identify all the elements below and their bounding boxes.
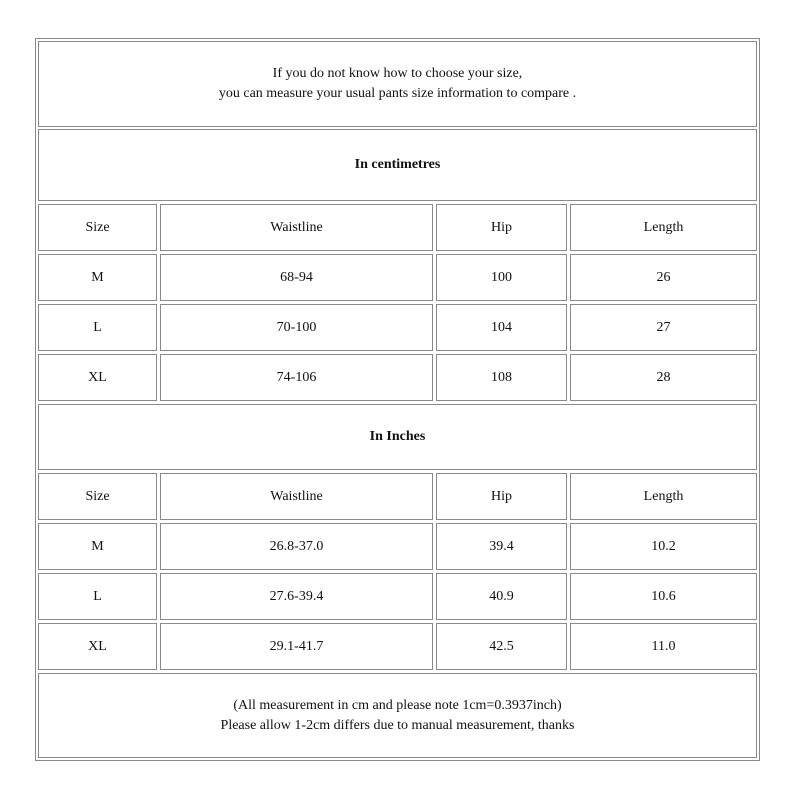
- inch-row-xl-size: XL: [38, 623, 157, 670]
- inch-row-l-length: 10.6: [570, 573, 757, 620]
- inch-row-m-hip: 39.4: [436, 523, 567, 570]
- intro-note: [38, 41, 757, 127]
- inch-row-l-waistline: 27.6-39.4: [160, 573, 433, 620]
- cm-row-l-length: 27: [570, 304, 757, 351]
- intro-line-2: you can measure your usual pants size information to compare .: [218, 86, 577, 101]
- inch-header-hip: Hip: [436, 473, 567, 520]
- inch-header-size: Size: [38, 473, 157, 520]
- cm-row-m-size: M: [38, 254, 157, 301]
- inch-row-m-waistline: 26.8-37.0: [160, 523, 433, 570]
- cm-row-xl-length: 28: [570, 354, 757, 401]
- inch-row-l-hip: 40.9: [436, 573, 567, 620]
- cm-header-size: Size: [38, 204, 157, 251]
- cm-row-m-waistline: 68-94: [160, 254, 433, 301]
- cm-row-m-hip: 100: [436, 254, 567, 301]
- inch-row-xl-hip: 42.5: [436, 623, 567, 670]
- intro-line-1: If you do not know how to choose your size,: [272, 66, 523, 81]
- cm-row-l-hip: 104: [436, 304, 567, 351]
- cm-row-xl-waistline: 74-106: [160, 354, 433, 401]
- cm-section-title: In centimetres: [38, 129, 757, 201]
- cm-header-length: Length: [570, 204, 757, 251]
- cm-row-xl-size: XL: [38, 354, 157, 401]
- cm-row-m-length: 26: [570, 254, 757, 301]
- inch-section-title: In Inches: [38, 404, 757, 470]
- inch-row-m-length: 10.2: [570, 523, 757, 570]
- footer-note: [38, 673, 757, 758]
- cm-header-hip: Hip: [436, 204, 567, 251]
- footer-line-2: Please allow 1-2cm differs due to manual measurement, thanks: [220, 717, 575, 733]
- inch-row-xl-length: 11.0: [570, 623, 757, 670]
- inch-row-l-size: L: [38, 573, 157, 620]
- cm-header-waistline: Waistline: [160, 204, 433, 251]
- cm-row-l-size: L: [38, 304, 157, 351]
- inch-row-m-size: M: [38, 523, 157, 570]
- inch-header-length: Length: [570, 473, 757, 520]
- footer-line-1: (All measurement in cm and please note 1cm=0.3937inch): [233, 697, 562, 713]
- cm-row-xl-hip: 108: [436, 354, 567, 401]
- inch-row-xl-waistline: 29.1-41.7: [160, 623, 433, 670]
- inch-header-waistline: Waistline: [160, 473, 433, 520]
- cm-row-l-waistline: 70-100: [160, 304, 433, 351]
